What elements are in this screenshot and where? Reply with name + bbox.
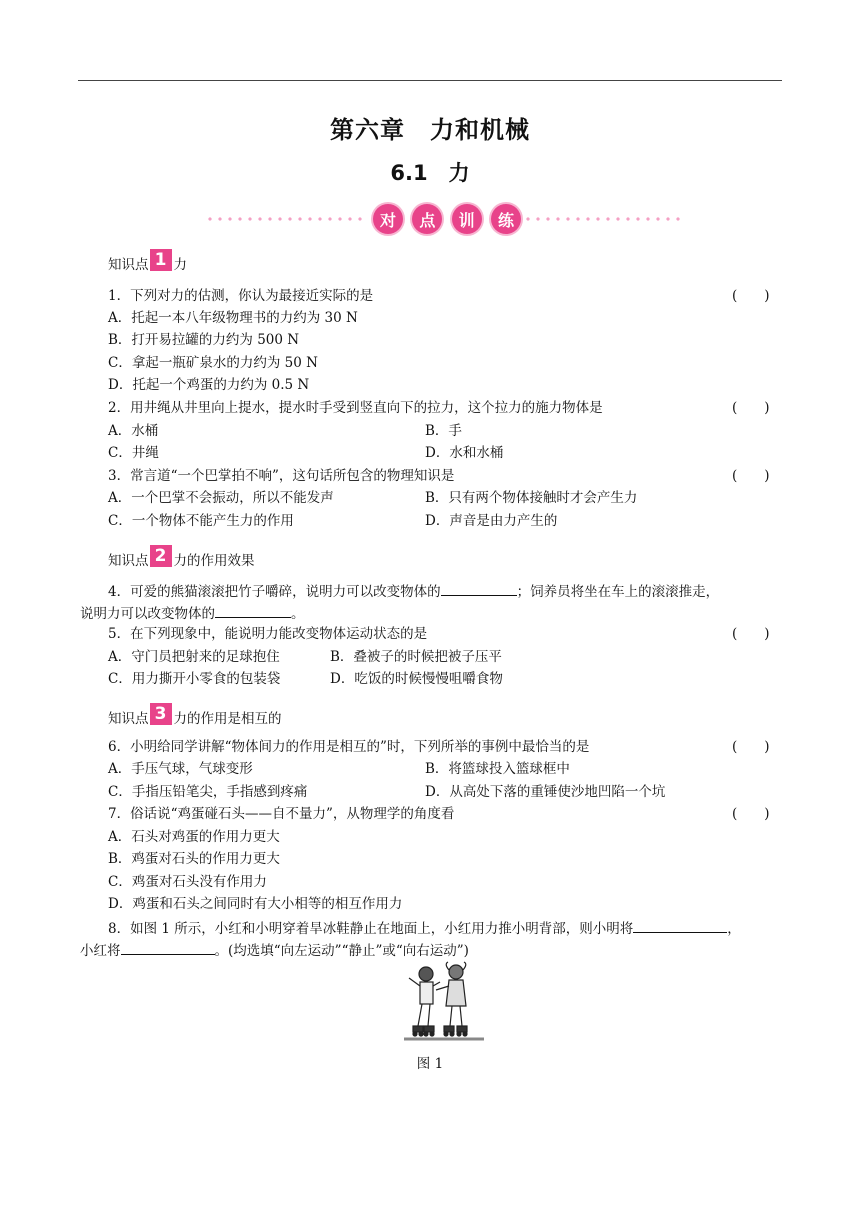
q6-option-b: B．将篮球投入篮球框中 bbox=[425, 761, 570, 777]
q4-blank-1[interactable] bbox=[441, 581, 517, 596]
q4-text-4: 。 bbox=[291, 606, 305, 622]
top-rule bbox=[78, 80, 782, 81]
kp-prefix: 知识点 bbox=[108, 257, 149, 273]
figure-caption: 图 1 bbox=[416, 1056, 444, 1072]
banner-char: 点 bbox=[412, 204, 442, 234]
knowledge-point-2 bbox=[108, 548, 255, 570]
q2-stem: 2．用井绳从井里向上提水，提水时手受到竖直向下的拉力，这个拉力的施力物体是 bbox=[108, 400, 603, 416]
banner-dots-right bbox=[523, 217, 685, 221]
kp-title: 力的作用效果 bbox=[173, 553, 255, 569]
kp-title: 力 bbox=[173, 257, 187, 273]
q7-option-c: C．鸡蛋对石头没有作用力 bbox=[108, 874, 267, 890]
q3-option-c: C．一个物体不能产生力的作用 bbox=[108, 513, 294, 529]
q6-option-d: D．从高处下落的重锤使沙地凹陷一个坑 bbox=[425, 784, 666, 800]
q8-text-1: 8．如图 1 所示，小红和小明穿着旱冰鞋静止在地面上，小红用力推小明背部，则小明将 bbox=[108, 921, 634, 937]
knowledge-point-3 bbox=[108, 706, 282, 728]
q8-text-4: 。(均选填“向左运动”“静止”或“向右运动”) bbox=[214, 943, 469, 959]
q6-option-c: C．手指压铅笔尖，手指感到疼痛 bbox=[108, 784, 308, 800]
q3-option-d: D．声音是由力产生的 bbox=[425, 513, 558, 529]
q2-option-d: D．水和水桶 bbox=[425, 445, 504, 461]
q1-stem: 1．下列对力的估测，你认为最接近实际的是 bbox=[108, 288, 374, 304]
q8-blank-2[interactable] bbox=[121, 940, 215, 955]
q2-option-b: B．手 bbox=[425, 423, 462, 439]
q8-line-2 bbox=[80, 940, 469, 960]
q1-answer-paren[interactable]: ( ) bbox=[732, 288, 770, 304]
q7-option-b: B．鸡蛋对石头的作用力更大 bbox=[108, 851, 280, 867]
kp-number-badge: 1 bbox=[150, 249, 172, 271]
q3-answer-paren[interactable]: ( ) bbox=[732, 468, 770, 484]
knowledge-point-1 bbox=[108, 252, 187, 274]
banner-dots-left bbox=[205, 217, 367, 221]
q5-option-c: C．用力撕开小零食的包装袋 bbox=[108, 671, 281, 687]
section-title: 6.1 力 bbox=[390, 161, 470, 185]
q1-option-b: B．打开易拉罐的力约为 500 N bbox=[108, 332, 300, 348]
q5-option-a: A．守门员把射来的足球抱住 bbox=[108, 649, 280, 665]
q4-text-2: ；饲养员将坐在车上的滚滚推走， bbox=[516, 584, 720, 600]
q2-option-c: C．井绳 bbox=[108, 445, 159, 461]
q2-answer-paren[interactable]: ( ) bbox=[732, 400, 770, 416]
banner-char: 训 bbox=[452, 204, 482, 234]
kp-number-badge: 3 bbox=[150, 703, 172, 725]
q6-answer-paren[interactable]: ( ) bbox=[732, 739, 770, 755]
kp-title: 力的作用是相互的 bbox=[173, 711, 282, 727]
kp-prefix: 知识点 bbox=[108, 553, 149, 569]
q4-text-3: 说明力可以改变物体的 bbox=[80, 606, 215, 622]
chapter-title: 第六章 力和机械 bbox=[330, 116, 530, 144]
q8-text-3: 小红将 bbox=[80, 943, 121, 959]
q3-option-a: A．一个巴掌不会振动，所以不能发声 bbox=[108, 490, 334, 506]
q7-stem: 7．俗话说“鸡蛋碰石头——自不量力”，从物理学的角度看 bbox=[108, 806, 455, 822]
q4-line-2 bbox=[80, 603, 305, 623]
q6-stem: 6．小明给同学讲解“物体间力的作用是相互的”时，下列所举的事例中最恰当的是 bbox=[108, 739, 590, 755]
q3-option-b: B．只有两个物体接触时才会产生力 bbox=[425, 490, 638, 506]
q7-option-a: A．石头对鸡蛋的作用力更大 bbox=[108, 829, 280, 845]
boy-figure bbox=[409, 967, 440, 1036]
kp-number-badge: 2 bbox=[150, 545, 172, 567]
q7-answer-paren[interactable]: ( ) bbox=[732, 806, 770, 822]
q1-option-c: C．拿起一瓶矿泉水的力约为 50 N bbox=[108, 355, 318, 371]
q5-option-b: B．叠被子的时候把被子压平 bbox=[330, 649, 502, 665]
q2-option-a: A．水桶 bbox=[108, 423, 159, 439]
q4-blank-2[interactable] bbox=[215, 603, 291, 618]
figure-1-skaters-illustration bbox=[404, 960, 484, 1044]
q5-answer-paren[interactable]: ( ) bbox=[732, 626, 770, 642]
q1-option-a: A．托起一本八年级物理书的力约为 30 N bbox=[108, 310, 358, 326]
q4-text-1: 4．可爱的熊猫滚滚把竹子嚼碎，说明力可以改变物体的 bbox=[108, 584, 441, 600]
banner-bubbles bbox=[373, 204, 521, 234]
q4-line-1 bbox=[108, 581, 719, 601]
q7-option-d: D．鸡蛋和石头之间同时有大小相等的相互作用力 bbox=[108, 896, 403, 912]
q5-option-d: D．吃饭的时候慢慢咀嚼食物 bbox=[330, 671, 503, 687]
q5-stem: 5．在下列现象中，能说明力能改变物体运动状态的是 bbox=[108, 626, 428, 642]
banner-char: 对 bbox=[373, 204, 403, 234]
q8-blank-1[interactable] bbox=[633, 918, 727, 933]
q8-text-2: ， bbox=[727, 921, 741, 937]
girl-figure bbox=[436, 962, 467, 1036]
q8-line-1 bbox=[108, 918, 741, 938]
q1-option-d: D．托起一个鸡蛋的力约为 0.5 N bbox=[108, 377, 310, 393]
practice-banner bbox=[205, 204, 685, 234]
q6-option-a: A．手压气球，气球变形 bbox=[108, 761, 253, 777]
q3-stem: 3．常言道“一个巴掌拍不响”，这句话所包含的物理知识是 bbox=[108, 468, 455, 484]
banner-char: 练 bbox=[491, 204, 521, 234]
kp-prefix: 知识点 bbox=[108, 711, 149, 727]
